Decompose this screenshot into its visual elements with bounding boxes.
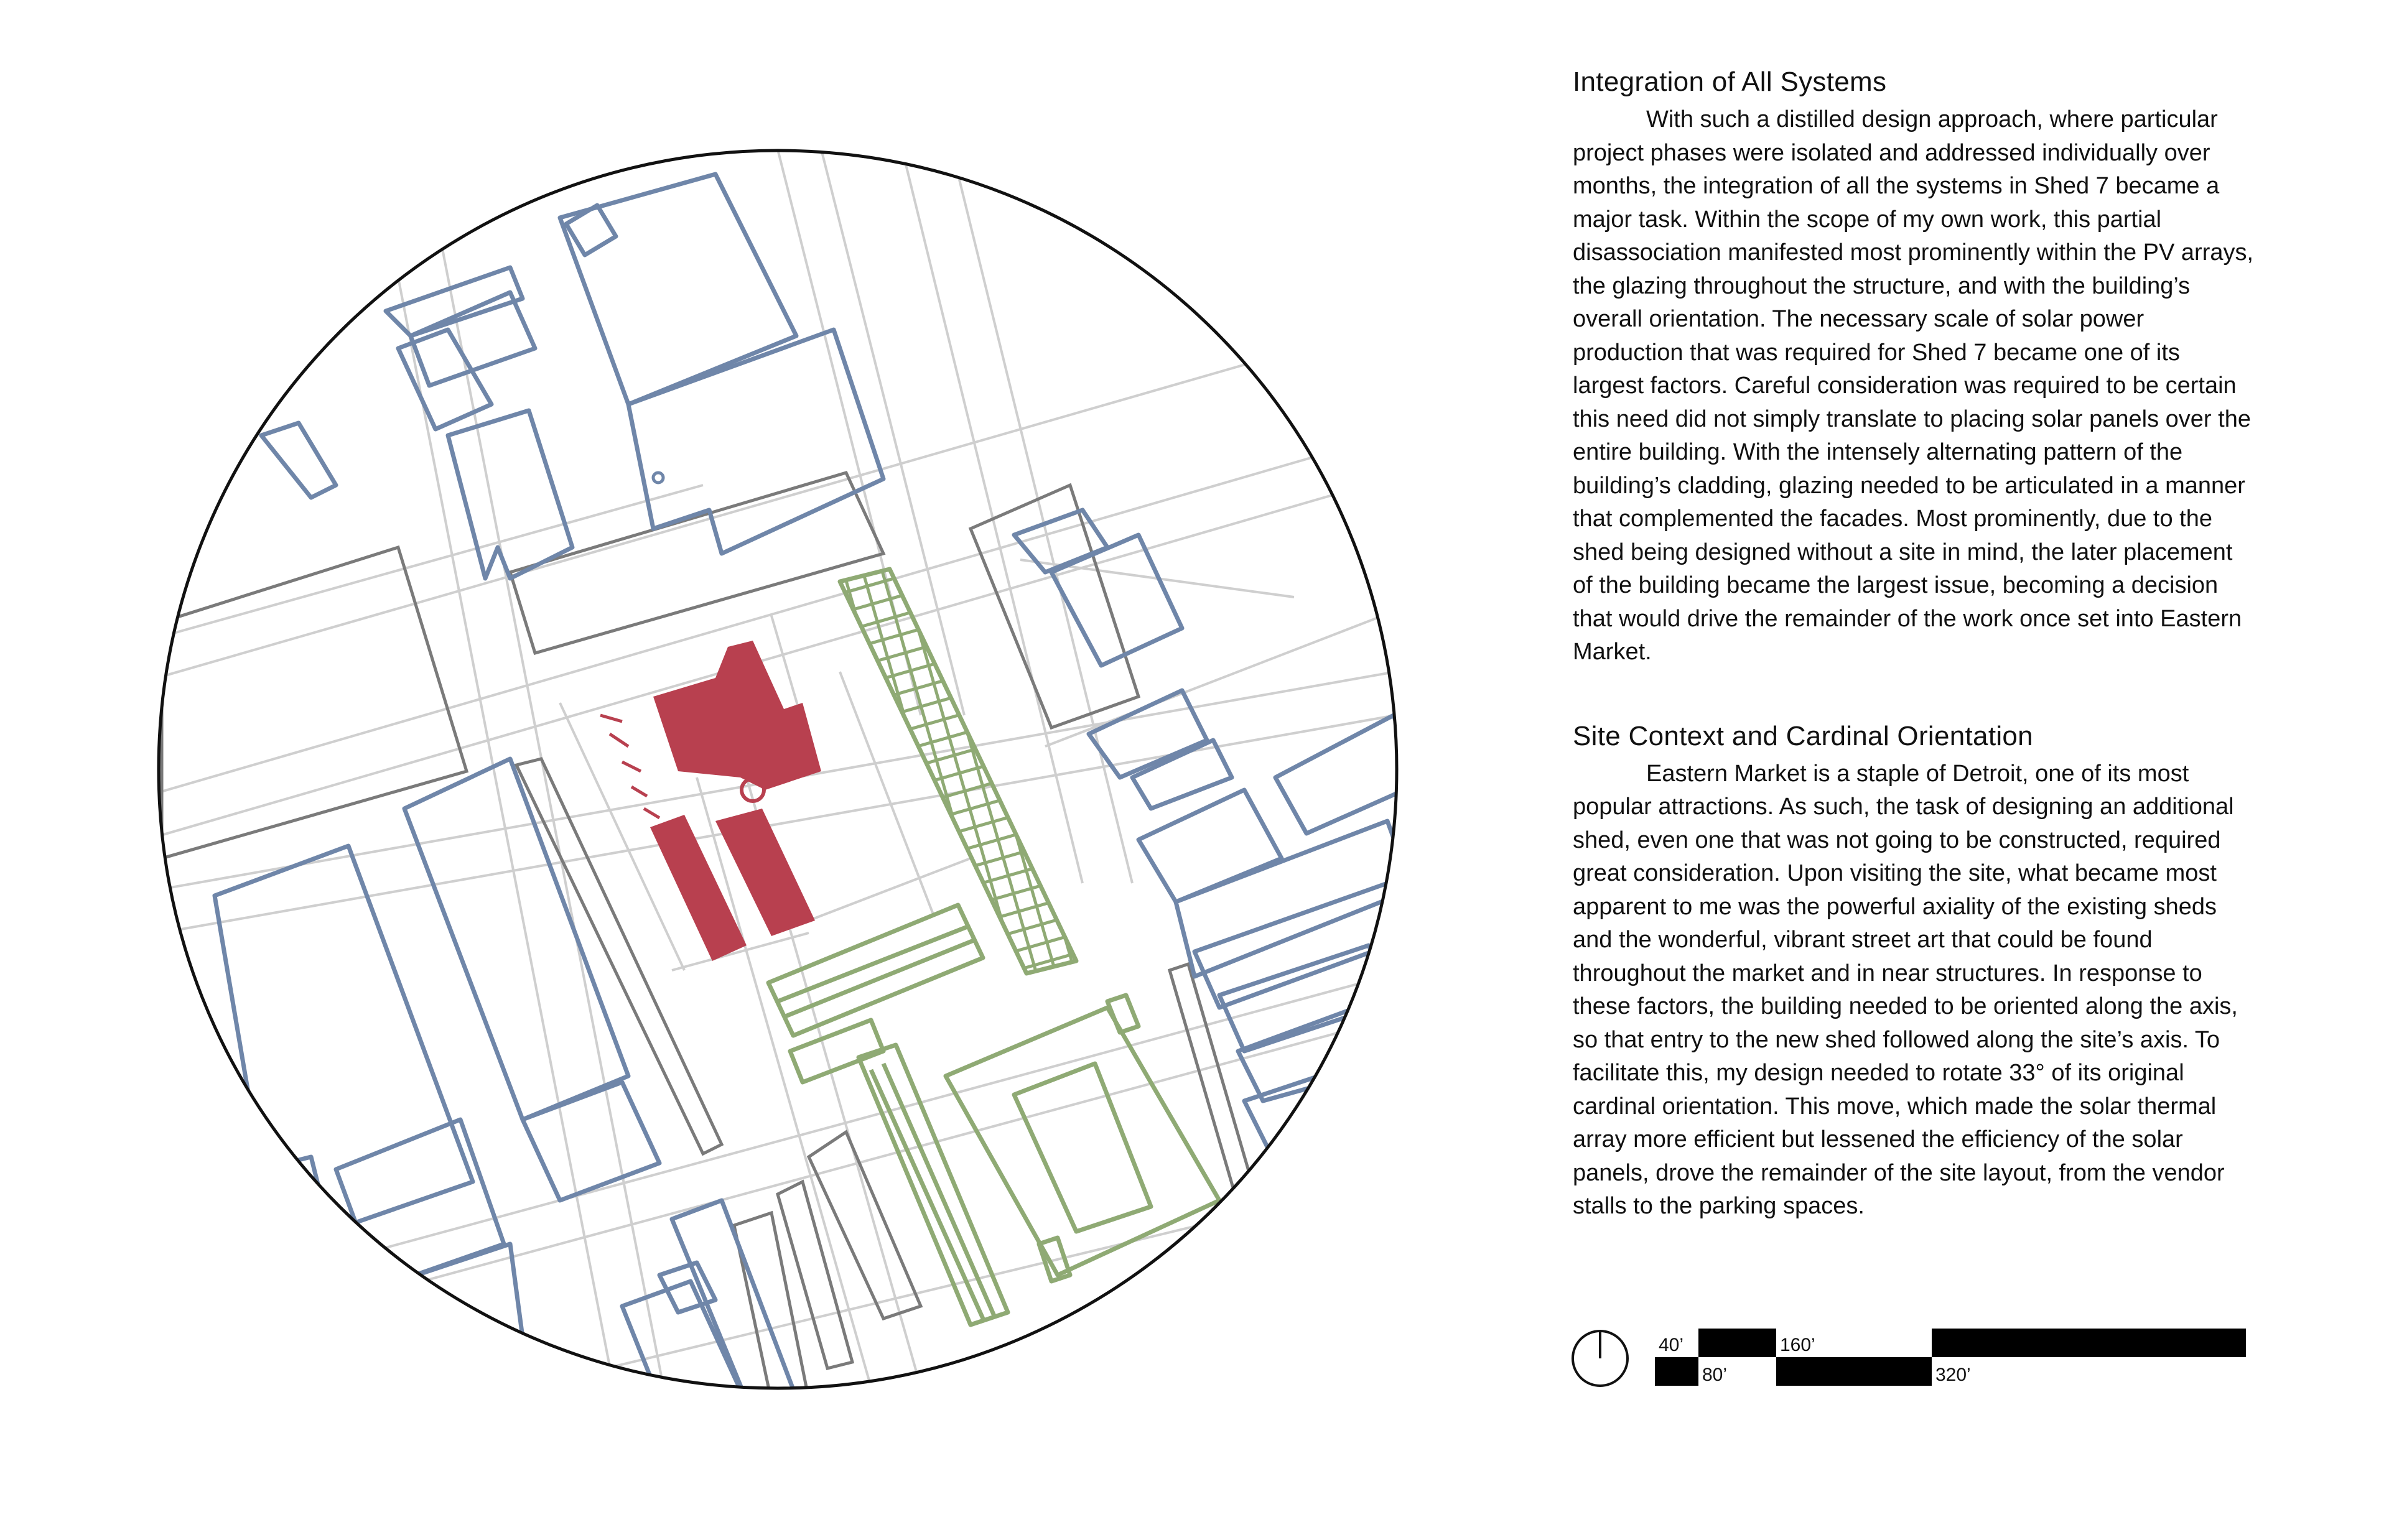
section-integration [1573, 65, 2257, 669]
scale-label-160: 160’ [1780, 1335, 1815, 1355]
site-marker [653, 473, 663, 483]
section-site-context [1573, 719, 2257, 1223]
scale-label-320: 320’ [1935, 1365, 1971, 1385]
scale-segment [1932, 1329, 2246, 1357]
section-body: With such a distilled design approach, where particular project phases were isolated and addressed individually over months, the integration of all the systems in Shed 7 became a major task. Within the scope of my own work, this partial disassociation manifested most prominently within the PV arrays, the glazing throughout the structure, and with the building’s overall orientation. The necessary scale of solar power production that was required for Shed 7 became one of its largest factors. Careful consideration was required to be certain this need did not simply translate to placing solar panels over the entire building. With the intensely alternating pattern of the building’s cladding, glazing needed to be articulated in a manner that complemented the facades. Most prominently, due to the shed being designed without a site in mind, the later placement of the building became the largest issue, becoming a decision that would drive the remainder of the work once set into Eastern Market. [1573, 106, 2254, 665]
scale-segment [1698, 1329, 1776, 1357]
existing-market-sheds [768, 569, 1219, 1325]
proposed-shed-7 [600, 641, 821, 961]
scale-label-80: 80’ [1702, 1365, 1728, 1385]
scale-bar [1655, 1329, 2252, 1391]
scale-label-40: 40’ [1659, 1335, 1684, 1355]
scale-segment [1776, 1357, 1932, 1386]
section-body: Eastern Market is a staple of Detroit, one of its most popular attractions. As such, the task of designing an additional shed, even one that was not going to be constructed, required great consideration. Upon visiting the site, what became most apparent to me was the powerful axiality of the existing sheds and the wonderful, vibrant street art that could be found throughout the market and in near structures. In response to these factors, the building needed to be oriented along the axis, so that entry to the new shed followed along the site’s axis. To facilitate this, my design needed to rotate 33° of its original cardinal orientation. This move, which made the solar thermal array more efficient but lessened the efficiency of the solar panels, drove the remainder of the site layout, from the vendor stalls to the parking spaces. [1573, 760, 2238, 1219]
section-heading: Site Context and Cardinal Orientation [1573, 720, 2033, 751]
scale-segment [1655, 1357, 1698, 1386]
text-column [1573, 65, 2257, 1223]
neighbouring-buildings [215, 174, 1418, 1431]
section-heading: Integration of All Systems [1573, 67, 1887, 97]
north-arrow-icon [1569, 1327, 1631, 1389]
